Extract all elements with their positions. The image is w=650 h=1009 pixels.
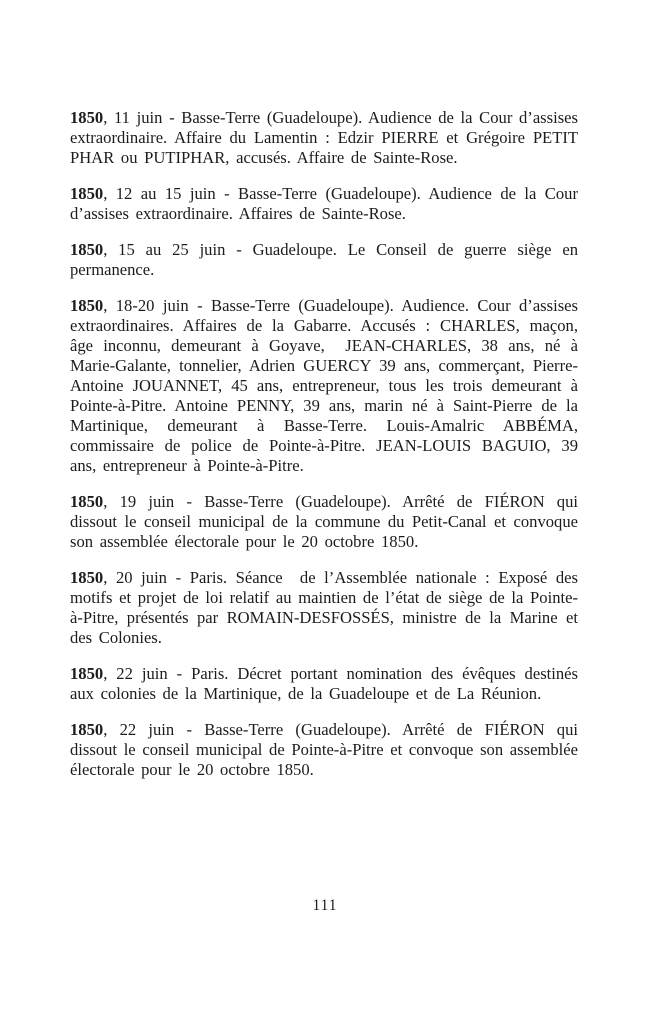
chronology-entry bbox=[70, 720, 578, 780]
chronology-entries bbox=[70, 108, 578, 796]
chronology-entry bbox=[70, 108, 578, 168]
entry-text: , 11 juin - Basse-Terre (Guadeloupe). Audience de la Cour d’assises extraordinaire. Affaire du Lamentin : Edzir PIERRE et Grégoire PETIT PHAR ou PUTIPHAR, accusés. Affaire de Sainte-Rose. bbox=[70, 108, 578, 167]
chronology-entry bbox=[70, 184, 578, 224]
entry-text: , 19 juin - Basse-Terre (Guadeloupe). Arrêté de FIÉRON qui dissout le conseil municipal de la commune du Petit-Canal et convoque son assemblée électorale pour le 20 octobre 1850. bbox=[70, 492, 578, 551]
chronology-entry bbox=[70, 240, 578, 280]
entry-text: , 22 juin - Paris. Décret portant nomination des évêques destinés aux colonies de la Martinique, de la Guadeloupe et de La Réunion. bbox=[70, 664, 578, 703]
entry-text: , 12 au 15 juin - Basse-Terre (Guadeloupe). Audience de la Cour d’assises extraordinaire. Affaires de Sainte-Rose. bbox=[70, 184, 578, 223]
entry-year: 1850 bbox=[70, 492, 104, 511]
entry-year: 1850 bbox=[70, 108, 104, 127]
entry-year: 1850 bbox=[70, 240, 104, 259]
entry-text: , 18-20 juin - Basse-Terre (Guadeloupe). Audience. Cour d’assises extraordinaires. Affaires de la Gabarre. Accusés : CHARLES, maçon, âge inconnu, demeurant à Goyave, JEAN-CHARLES, 38 ans, né à Marie-Galante, tonnelier, Adrien GUERCY 39 ans, commerçant, Pierre-Antoine JOUANNET, 45 ans, entrepreneur, tous les trois demeurant à Pointe-à-Pitre. Antoine PENNY, 39 ans, marin né à Saint-Pierre de la Martinique, demeurant à Basse-Terre. Louis-Amalric ABBÉMA, commissaire de police de Pointe-à-Pitre. JEAN-LOUIS BAGUIO, 39 ans, entrepreneur à Pointe-à-Pitre. bbox=[70, 296, 578, 475]
entry-year: 1850 bbox=[70, 568, 104, 587]
entry-year: 1850 bbox=[70, 720, 104, 739]
chronology-entry bbox=[70, 664, 578, 704]
chronology-entry bbox=[70, 568, 578, 648]
entry-text: , 15 au 25 juin - Guadeloupe. Le Conseil de guerre siège en permanence. bbox=[70, 240, 578, 279]
entry-year: 1850 bbox=[70, 184, 104, 203]
page-number: 111 bbox=[312, 897, 338, 914]
chronology-entry bbox=[70, 492, 578, 552]
chronology-entry bbox=[70, 296, 578, 476]
entry-year: 1850 bbox=[70, 296, 104, 315]
entry-text: , 20 juin - Paris. Séance de l’Assemblée nationale : Exposé des motifs et projet de loi relatif au maintien de l’état de siège de la Pointe-à-Pitre, présentés par ROMAIN-DESFOSSÉS, ministre de la Marine et des Colonies. bbox=[70, 568, 578, 647]
entry-year: 1850 bbox=[70, 664, 104, 683]
entry-text: , 22 juin - Basse-Terre (Guadeloupe). Arrêté de FIÉRON qui dissout le conseil municipal de Pointe-à-Pitre et convoque son assemblée électorale pour le 20 octobre 1850. bbox=[70, 720, 578, 779]
